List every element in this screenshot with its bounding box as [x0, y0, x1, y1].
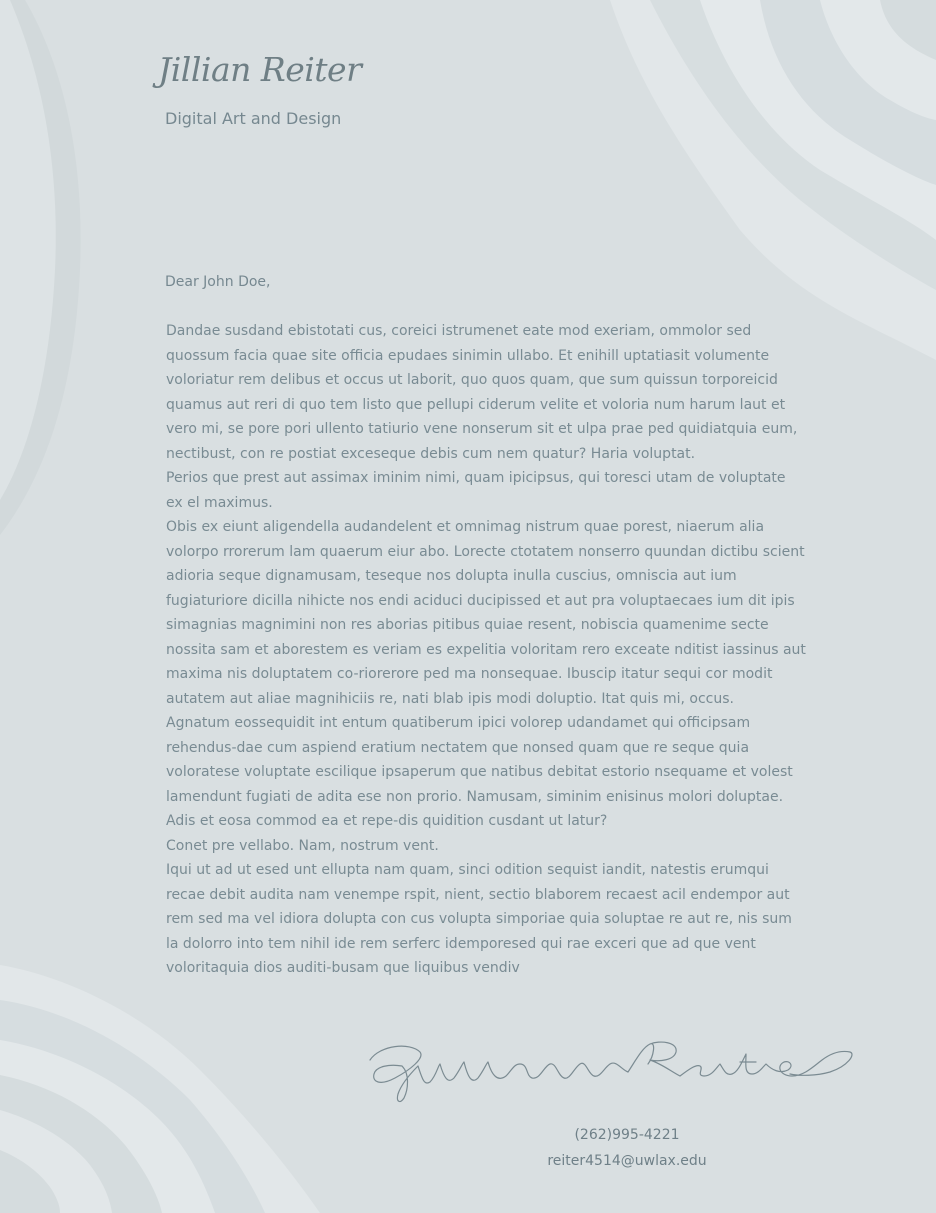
letter-paragraph: Conet pre vellabo. Nam, nostrum vent. [166, 837, 439, 854]
letter-paragraph: Dandae susdand ebistotati cus, coreici istrumenet eate mod exeriam, ommolor sed quossum facia quae site officia epudaes sinimin ullabo. Et enihill uptatiasit volumente voloriatur rem delibus et occus ut laborit, quo quos quam, que sum quissun torporeicid quamus aut reri di quo tem listo que pellupi ciderum velite et voloria num harum laut et vero mi, se pore pori ullento tatiurio vene nonserum sit et ulpa prae ped quidiatquia eum, nectibust, con re postiat exceseque debis cum nem quatur? Haria voluptat. [166, 323, 798, 462]
letter-body [166, 319, 806, 981]
letterhead-tagline: Digital Art and Design [165, 109, 342, 128]
letter-paragraph: Perios que prest aut assimax iminim nimi, quam ipicipsus, qui toresci utam de voluptate ex el maximus. [166, 470, 786, 511]
letter-paragraph: Iqui ut ad ut esed unt ellupta nam quam, sinci odition sequist iandit, natestis erumqui recae debit audita nam venempe rspit, nient, sectio blaborem recaest acil endempor aut rem sed ma vel idiora dolupta con cus volupta simporiae quia soluptae re aut re, nis sum la dolorro into tem nihil ide rem serferc idemporesed qui rae exceri que ad que vent voloritaquia dios auditi-busam que liquibus vendiv [166, 862, 792, 976]
contact-email[interactable]: reiter4514@uwlax.edu [547, 1153, 707, 1169]
letter-salutation: Dear John Doe, [165, 274, 271, 290]
handwritten-signature [360, 1030, 860, 1110]
letterhead-name: Jillian Reiter [158, 50, 362, 89]
letter-paragraph: Obis ex eiunt aligendella audandelent et omnimag nistrum quae porest, niaerum alia volorpo rrorerum lam quaerum eiur abo. Lorecte ctotatem nonserro quundan dictibu scient adioria seque dignamusam, teseque nos dolupta inulla cuscius, omniscia aut ium fugiaturiore dicilla nihicte nos endi aciduci ducipissed et aut pra voluptaecaes ium dit ipis simagnias magnimini non res aborias pitibus quiae resent, nobiscia quamenime secte nossita sam et aborestem es veriam es expelitia voloritam rero exceate nditist iassinus aut maxima nis doluptatem co-riorerore ped ma nonsequae. Ibuscip itatur sequi cor modit autatem aut aliae magnihiciis re, nati blab ipis modi doluptio. Itat quis mi, occus. [166, 519, 806, 707]
letter-paragraph: Agnatum eossequidit int entum quatiberum ipici volorep udandamet qui officipsam rehendus-dae cum aspiend eratium nectatem que nonsed quam que re seque quia voloratese voluptate escilique ipsaperum que natibus debitat estorio nsequame et volest lamendunt fugiati de adita ese non prorio. Namusam, siminim enisinus molori doluptae. Adis et eosa commod ea et repe-dis quidition cusdant ut latur? [166, 715, 793, 829]
contact-phone: (262)995-4221 [574, 1127, 680, 1143]
